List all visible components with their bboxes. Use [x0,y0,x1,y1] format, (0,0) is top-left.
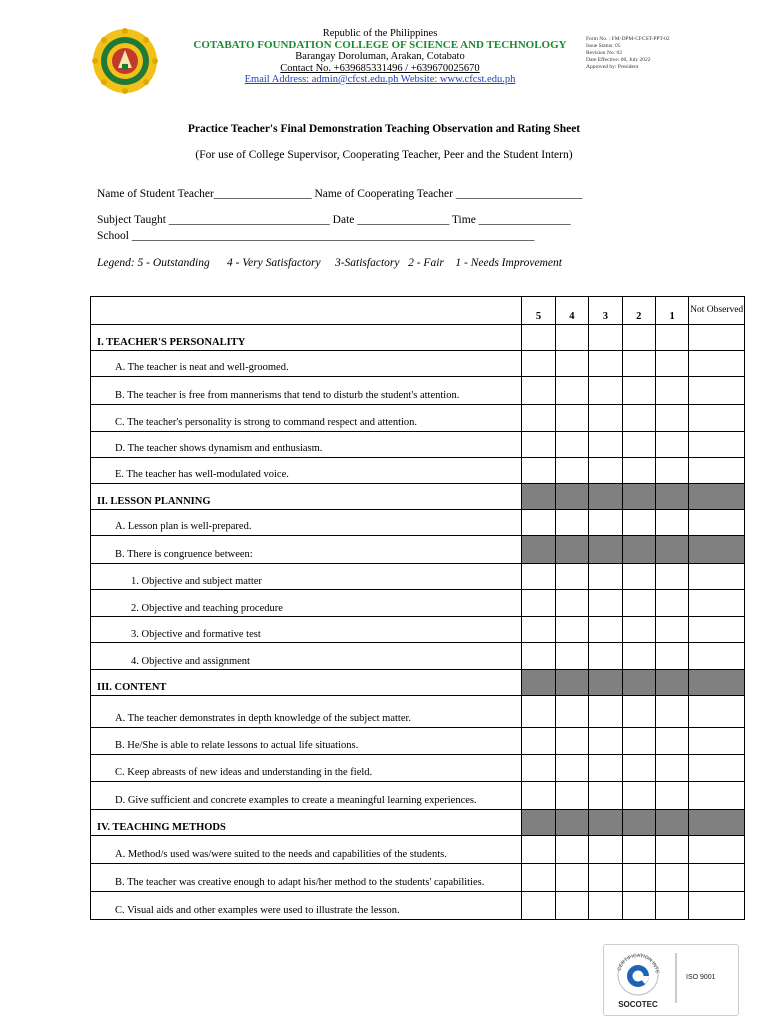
rating-cell-3[interactable] [589,377,622,405]
rating-cell-5[interactable] [522,564,555,590]
section-rating-cell [689,325,745,351]
rating-header-3: 3 [589,297,622,325]
rating-cell-not-observed[interactable] [689,836,745,864]
rating-cell-3[interactable] [589,590,622,617]
rating-cell-not-observed[interactable] [689,510,745,536]
section-rating-cell [689,670,745,696]
rating-cell-not-observed[interactable] [689,728,745,755]
rating-cell-5[interactable] [522,728,555,755]
table-row [91,458,745,484]
rating-cell-not-observed[interactable] [689,590,745,617]
rating-cell-5[interactable] [522,590,555,617]
rating-cell-4[interactable] [555,590,588,617]
rating-cell-2[interactable] [622,377,655,405]
rating-cell-1[interactable] [655,564,688,590]
email-link[interactable]: admin@cfcst.edu.ph [311,74,399,85]
section-rating-cell [555,484,588,510]
rating-cell-4[interactable] [555,351,588,377]
rating-cell-4[interactable] [555,782,588,810]
not-observed-header: Not Observed [689,297,745,325]
rating-cell-1[interactable] [655,836,688,864]
criterion-label: C. The teacher's personality is strong to command respect and attention. [91,405,522,432]
rating-cell-not-observed [689,536,745,564]
rating-cell-3[interactable] [589,510,622,536]
rating-cell-not-observed[interactable] [689,377,745,405]
rating-cell-5[interactable] [522,836,555,864]
criterion-label: B. The teacher was creative enough to adapt his/her method to the students' capabilities. [91,864,522,892]
rating-cell-5[interactable] [522,377,555,405]
table-row [91,836,745,864]
section-rating-cell [589,810,622,836]
address-line: Barangay Doroluman, Arakan, Cotabato [295,51,465,62]
rating-cell-1[interactable] [655,755,688,782]
rating-cell-not-observed[interactable] [689,892,745,920]
rating-cell-1[interactable] [655,864,688,892]
rating-cell-not-observed[interactable] [689,351,745,377]
table-row [91,782,745,810]
rating-cell-1[interactable] [655,405,688,432]
section-rating-cell [589,484,622,510]
rating-cell-1[interactable] [655,590,688,617]
rating-cell-not-observed[interactable] [689,405,745,432]
table-header-row [91,297,745,325]
rating-cell-5[interactable] [522,617,555,643]
rating-cell-5[interactable] [522,458,555,484]
rating-cell-5[interactable] [522,696,555,728]
rating-cell-2 [622,536,655,564]
rating-cell-2[interactable] [622,782,655,810]
rating-cell-not-observed[interactable] [689,643,745,670]
form-meta [586,36,670,71]
rating-header-1: 1 [655,297,688,325]
rating-cell-1[interactable] [655,617,688,643]
rating-cell-1[interactable] [655,728,688,755]
rating-header-4: 4 [555,297,588,325]
document-title: Practice Teacher's Final Demonstration Teaching Observation and Rating Sheet [187,123,581,135]
criterion-label: C. Keep abreasts of new ideas and understanding in the field. [91,755,522,782]
form-number: Form No. : FM-DPM-CFCST-PPT-02 [586,36,670,42]
iso-standard-label: ISO 9001 [686,974,716,981]
rating-cell-4[interactable] [555,617,588,643]
issue-status: Issue Status: 05 [586,43,621,49]
rating-cell-3[interactable] [589,728,622,755]
rating-cell-2[interactable] [622,696,655,728]
table-row [91,643,745,670]
rating-cell-5[interactable] [522,510,555,536]
criterion-label: 4. Objective and assignment [91,643,522,670]
republic-line: Republic of the Philippines [322,28,438,39]
rating-cell-2[interactable] [622,564,655,590]
rating-cell-1 [655,536,688,564]
email-label: Email Address: [244,74,312,85]
rating-cell-3[interactable] [589,864,622,892]
institution-name: COTABATO FOUNDATION COLLEGE OF SCIENCE AND TECHNOLOGY [193,38,567,51]
rating-cell-not-observed[interactable] [689,617,745,643]
section-rating-cell [655,670,688,696]
table-row [91,377,745,405]
section-heading: I. TEACHER'S PERSONALITY [91,325,522,351]
rating-cell-1[interactable] [655,377,688,405]
rating-cell-not-observed[interactable] [689,458,745,484]
section-rating-cell [522,810,555,836]
rating-cell-2[interactable] [622,432,655,458]
criterion-label: D. The teacher shows dynamism and enthusiasm. [91,432,522,458]
section-rating-cell [622,484,655,510]
section-rating-cell [655,484,688,510]
rating-cell-not-observed[interactable] [689,864,745,892]
criterion-label: A. Lesson plan is well-prepared. [91,510,522,536]
section-row [91,325,745,351]
rating-cell-3[interactable] [589,643,622,670]
rating-cell-1[interactable] [655,892,688,920]
section-row [91,670,745,696]
table-row [91,405,745,432]
section-row [91,484,745,510]
socotec-brand: SOCOTEC [618,1000,658,1009]
section-rating-cell [589,325,622,351]
rating-cell-not-observed[interactable] [689,696,745,728]
section-rating-cell [689,484,745,510]
rating-cell-5[interactable] [522,892,555,920]
rating-cell-5[interactable] [522,405,555,432]
criterion-label: 3. Objective and formative test [91,617,522,643]
rating-cell-not-observed[interactable] [689,432,745,458]
rating-header-2: 2 [622,297,655,325]
rating-header-5: 5 [522,297,555,325]
section-rating-cell [555,810,588,836]
rating-cell-5[interactable] [522,755,555,782]
socotec-logo-icon [604,945,738,1015]
rating-cell-4[interactable] [555,836,588,864]
table-row [91,864,745,892]
rating-cell-3 [589,536,622,564]
rating-cell-4[interactable] [555,377,588,405]
table-row [91,432,745,458]
rating-cell-3[interactable] [589,755,622,782]
table-row [91,564,745,590]
section-heading: III. CONTENT [91,670,522,696]
rating-cell-4[interactable] [555,405,588,432]
section-rating-cell [622,670,655,696]
rating-cell-not-observed[interactable] [689,782,745,810]
rating-table [90,296,745,920]
school-field[interactable]: School ______________________________________________________________________ [97,230,535,242]
rating-cell-3[interactable] [589,696,622,728]
rating-cell-5[interactable] [522,643,555,670]
criterion-label: E. The teacher has well-modulated voice. [91,458,522,484]
rating-cell-3[interactable] [589,782,622,810]
criterion-label: C. Visual aids and other examples were used to illustrate the lesson. [91,892,522,920]
section-rating-cell [689,810,745,836]
rating-cell-4[interactable] [555,510,588,536]
rating-cell-2[interactable] [622,458,655,484]
rating-cell-not-observed[interactable] [689,564,745,590]
rating-cell-3[interactable] [589,892,622,920]
rating-cell-2[interactable] [622,351,655,377]
section-heading: IV. TEACHING METHODS [91,810,522,836]
section-rating-cell [655,325,688,351]
rating-cell-3[interactable] [589,836,622,864]
rating-cell-2[interactable] [622,590,655,617]
rating-cell-4[interactable] [555,728,588,755]
rating-cell-5[interactable] [522,864,555,892]
contact-line: Contact No. +639685331496 / +639670025670 [280,62,480,74]
rating-cell-2[interactable] [622,755,655,782]
table-row [91,696,745,728]
section-rating-cell [522,484,555,510]
rating-cell-5[interactable] [522,351,555,377]
table-row [91,892,745,920]
table-row [91,728,745,755]
rating-cell-1[interactable] [655,510,688,536]
rating-cell-4[interactable] [555,643,588,670]
student-cooperating-field[interactable]: Name of Student Teacher_________________ Name of Cooperating Teacher ______________________ [97,188,583,200]
rating-cell-3[interactable] [589,564,622,590]
criterion-label: A. The teacher demonstrates in depth knowledge of the subject matter. [91,696,522,728]
subject-date-time-field[interactable]: Subject Taught ____________________________ Date ________________ Time ________________ [97,214,571,226]
college-seal-logo [92,28,158,94]
table-row [91,351,745,377]
cert-ring-text: CERTIFICATION INTE [616,952,660,974]
section-rating-cell [622,810,655,836]
criterion-label: B. The teacher is free from mannerisms that tend to disturb the student's attention. [91,377,522,405]
section-rating-cell [655,810,688,836]
section-rating-cell [555,670,588,696]
criterion-label: 2. Objective and teaching procedure [91,590,522,617]
criterion-label: A. The teacher is neat and well-groomed. [91,351,522,377]
website-label: Website: [398,74,440,85]
rating-cell-4[interactable] [555,458,588,484]
rating-cell-5[interactable] [522,432,555,458]
rating-cell-3[interactable] [589,405,622,432]
criterion-label: B. He/She is able to relate lessons to actual life situations. [91,728,522,755]
table-row [91,590,745,617]
rating-cell-1[interactable] [655,643,688,670]
rating-cell-2[interactable] [622,405,655,432]
rating-cell-4[interactable] [555,564,588,590]
section-rating-cell [589,670,622,696]
document-subtitle: (For use of College Supervisor, Cooperating Teacher, Peer and the Student Intern) [195,149,573,161]
section-rating-cell [522,670,555,696]
rating-cell-2[interactable] [622,836,655,864]
table-row [91,536,745,564]
rating-cell-2[interactable] [622,864,655,892]
rating-legend: Legend: 5 - Outstanding 4 - Very Satisfactory 3-Satisfactory 2 - Fair 1 - Needs Improvement [97,257,562,269]
rating-cell-2[interactable] [622,892,655,920]
rating-cell-2[interactable] [622,510,655,536]
rating-cell-4[interactable] [555,755,588,782]
criterion-label: D. Give sufficient and concrete examples to create a meaningful learning experiences. [91,782,522,810]
criterion-label: B. There is congruence between: [91,536,522,564]
rating-cell-3[interactable] [589,458,622,484]
approved-by: Approved by: President [586,64,639,70]
rating-cell-2[interactable] [622,617,655,643]
rating-cell-1[interactable] [655,696,688,728]
criterion-label: A. Method/s used was/were suited to the needs and capabilities of the students. [91,836,522,864]
rating-cell-5 [522,536,555,564]
rating-cell-4[interactable] [555,892,588,920]
rating-cell-not-observed[interactable] [689,755,745,782]
rating-cell-1[interactable] [655,782,688,810]
rating-cell-3[interactable] [589,351,622,377]
institution-header [160,28,600,86]
rating-cell-3[interactable] [589,617,622,643]
date-effective: Date Effective: 06, July 2022 [586,57,651,63]
section-rating-cell [522,325,555,351]
rating-cell-2[interactable] [622,643,655,670]
rating-cell-1[interactable] [655,351,688,377]
section-rating-cell [555,325,588,351]
rating-cell-3[interactable] [589,432,622,458]
rating-cell-1[interactable] [655,432,688,458]
criteria-header [91,297,522,325]
revision-number: Revision No: 02 [586,50,623,56]
table-row [91,617,745,643]
rating-cell-4[interactable] [555,696,588,728]
rating-cell-4 [555,536,588,564]
section-row [91,810,745,836]
section-rating-cell [622,325,655,351]
email-website-line [160,74,600,86]
table-row [91,510,745,536]
table-row [91,755,745,782]
iso-certification-badge [603,944,739,1016]
criterion-label: 1. Objective and subject matter [91,564,522,590]
rating-cell-2[interactable] [622,728,655,755]
rating-cell-5[interactable] [522,782,555,810]
rating-cell-4[interactable] [555,432,588,458]
rating-cell-4[interactable] [555,864,588,892]
rating-cell-1[interactable] [655,458,688,484]
section-heading: II. LESSON PLANNING [91,484,522,510]
website-link[interactable]: www.cfcst.edu.ph [439,74,516,85]
